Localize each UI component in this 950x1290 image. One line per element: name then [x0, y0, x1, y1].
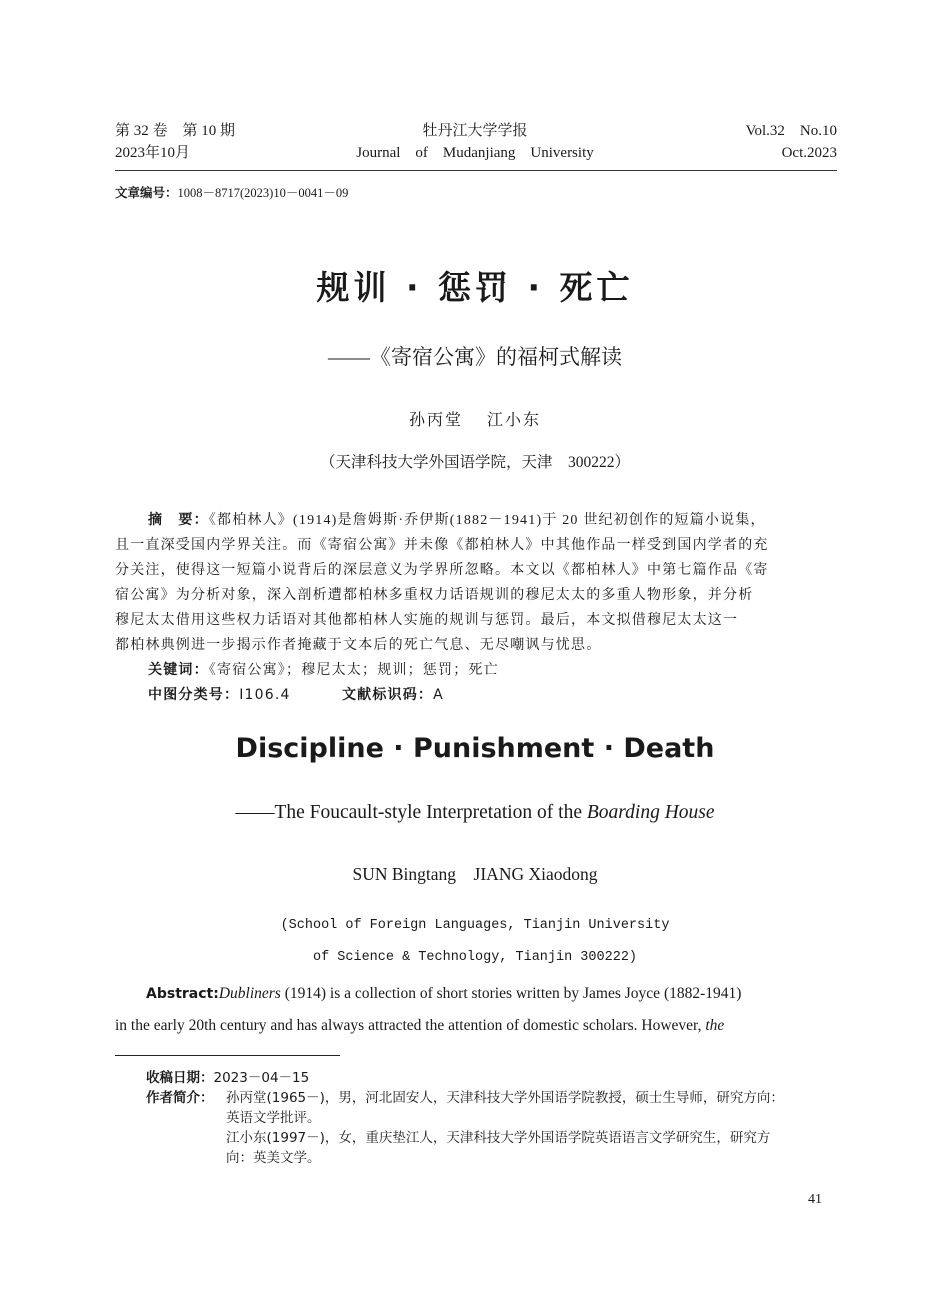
authors-en: SUN Bingtang JIANG Xiaodong — [352, 864, 598, 884]
received-label: 收稿日期： — [146, 1070, 214, 1086]
abstract-en-label: Abstract: — [146, 986, 219, 1002]
header-right-line2: Oct.2023 — [781, 145, 837, 161]
volume-issue — [115, 120, 235, 164]
author1-line1: 孙丙堂(1965－)，男，河北固安人，天津科技大学外国语学院教授，硕士生导师，研究方向： — [226, 1090, 784, 1106]
author2-line1: 江小东(1997－)，女，重庆垫江人，天津科技大学外国语学院英语语言文学研究生，研究方 — [226, 1130, 771, 1146]
article-number-label: 文章编号： — [115, 185, 178, 200]
author2-line2: 向：英美文学。 — [226, 1150, 321, 1166]
authors-cn: 孙丙堂 江小东 — [408, 412, 541, 429]
received-date — [146, 1068, 838, 1088]
author1-line2: 英语文学批评。 — [226, 1110, 321, 1126]
author-bio-label: 作者简介： — [146, 1090, 214, 1106]
header-left-line2: 2023年10月 — [115, 145, 191, 161]
header-rule — [115, 170, 837, 171]
abstract-cn-line6: 都柏林典例进一步揭示作者掩藏于文本后的死亡气息、无尽嘲讽与忧思。 — [115, 638, 602, 653]
abstract-en-line2: in the early 20th century and has always attracted the attention of domestic scholars. However, — [115, 1017, 706, 1034]
doc-code-label: 文献标识码： — [341, 687, 434, 703]
journal-name — [300, 120, 650, 164]
affiliation-en-line1: (School of Foreign Languages, Tianjin University — [280, 918, 670, 933]
abstract-cn-line2: 且一直深受国内学界关注。而《寄宿公寓》并未像《都柏林人》中其他作品一样受到国内学者的充 — [115, 538, 769, 553]
volume-issue-en — [746, 120, 837, 164]
subtitle-cn: ——《寄宿公寓》的福柯式解读 — [328, 345, 622, 369]
header-left-line1: 第 32 卷 第 10 期 — [115, 123, 236, 139]
subtitle-en-italic: Boarding House — [586, 802, 715, 823]
abstract-cn-line3: 分关注，使得这一短篇小说背后的深层意义为学界所忽略。本文以《都柏林人》中第七篇作品《寄 — [115, 563, 769, 578]
header-center-line1: 牡丹江大学学报 — [422, 123, 528, 139]
article-number — [115, 183, 348, 201]
article-number-value: 1008－8717(2023)10－0041－09 — [177, 186, 349, 200]
footnote-rule — [115, 1055, 340, 1056]
clc-label: 中图分类号： — [148, 687, 240, 703]
keywords — [115, 658, 837, 683]
received-value: 2023－04－15 — [213, 1070, 310, 1086]
subtitle-en — [0, 802, 950, 824]
abstract-cn — [115, 508, 837, 708]
header-center-line2: Journal of Mudanjiang University — [356, 145, 594, 161]
classification — [115, 683, 837, 708]
abstract-cn-line4: 宿公寓》为分析对象，深入剖析遭都柏林多重权力话语规训的穆尼太太的多重人物形象，并分析 — [115, 588, 754, 603]
page-number: 41 — [808, 1192, 822, 1207]
keywords-label: 关键词： — [148, 662, 209, 678]
affiliation-en-line2: of Science & Technology, Tianjin 300222) — [312, 950, 638, 965]
header-right-line1: Vol.32 No.10 — [745, 123, 837, 139]
abstract-en-italic-start: Dubliners — [218, 985, 281, 1002]
keywords-value: 《寄宿公寓》；穆尼太太；规训；惩罚；死亡 — [208, 663, 499, 678]
subtitle-en-prefix: ——The Foucault-style Interpretation of the — [235, 802, 587, 823]
abstract-cn-line5: 穆尼太太借用这些权力话语对其他都柏林人实施的规训与惩罚。最后，本文拟借穆尼太太这一 — [115, 613, 739, 628]
abstract-en — [115, 978, 837, 1041]
title-cn: 规训 · 惩罚 · 死亡 — [316, 268, 634, 307]
abstract-cn-line1: 《都柏林人》(1914)是詹姆斯·乔伊斯(1882－1941)于 20 世纪初创作的短篇小说集， — [208, 513, 766, 528]
abstract-en-line1: (1914) is a collection of short stories written by James Joyce (1882-1941) — [280, 985, 742, 1002]
clc-value: I106.4 — [239, 687, 291, 703]
affiliation-cn: （天津科技大学外国语学院，天津 300222） — [319, 454, 630, 471]
footnotes — [146, 1068, 838, 1168]
author-bio — [146, 1088, 838, 1168]
abstract-en-line2-italic: the — [705, 1017, 725, 1034]
doc-code-value: A — [433, 687, 444, 703]
title-en: Discipline · Punishment · Death — [235, 733, 715, 764]
abstract-cn-label: 摘 要： — [148, 512, 209, 528]
